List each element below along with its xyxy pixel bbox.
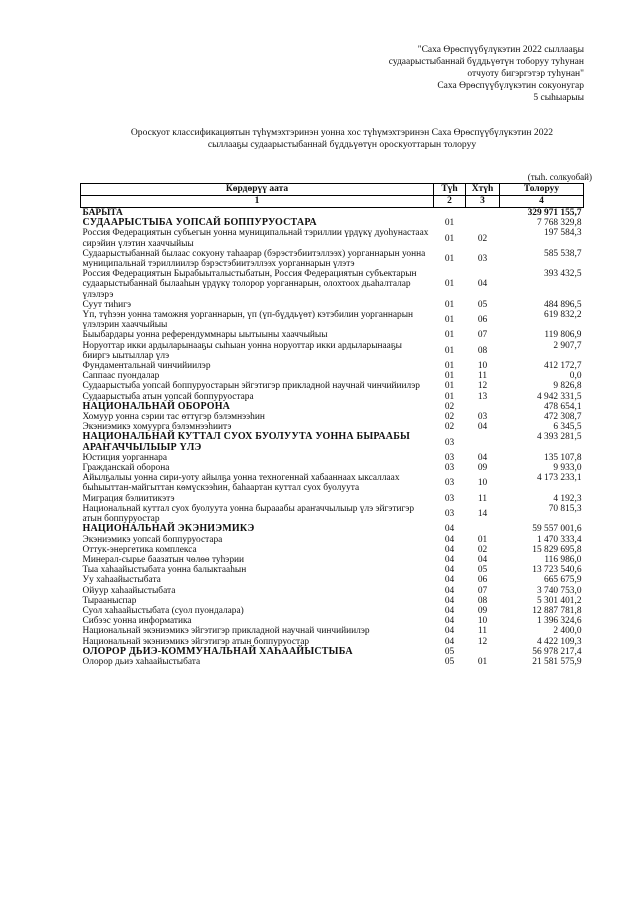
- row-subsection-code: 03: [477, 412, 488, 423]
- row-amount: 4 393 281,5: [536, 432, 582, 443]
- row-name: Хомуур уонна сэрии тас өттүгэр бэлэмнээһин: [82, 412, 265, 423]
- row-name: Судаарыстыба уопсай боппуруостарын эйгэтигэр прикладной научнай чинчийиилэр: [82, 381, 420, 392]
- row-amount: 197 584,3: [544, 228, 582, 239]
- row-subsection-code: 01: [477, 534, 488, 545]
- row-subsection-code: [466, 524, 500, 534]
- table-row: [81, 453, 584, 463]
- row-amount: 329 971 155,7: [527, 208, 582, 218]
- row-subsection-code: 14: [477, 508, 488, 519]
- row-section-code: 04: [444, 616, 455, 627]
- row-amount: 59 557 001,6: [532, 524, 582, 535]
- row-section-code: 03: [444, 452, 455, 463]
- column-number: 3: [466, 196, 500, 208]
- table-row: [81, 371, 584, 381]
- row-name: Быыбардары уонна референдуммнары ыытыыны хааччыйыы: [82, 330, 328, 341]
- row-section-code: 03: [444, 463, 455, 474]
- row-subsection-code: [466, 402, 500, 412]
- row-amount: 3 740 753,0: [536, 585, 582, 596]
- table-row: [81, 606, 584, 616]
- row-name: Миграция бэлиитикэтэ: [82, 493, 175, 504]
- row-subsection-code: 02: [477, 233, 488, 244]
- title-line: Ороскуот классификациятын түһүмэхтэринэн уонна хос түһүмэхтэринэн Саха Өрөспүүбүлүкэтин 2022: [130, 127, 554, 138]
- row-section-code: 04: [444, 636, 455, 647]
- table-row: [81, 463, 584, 473]
- row-name: Саппаас пуондалар: [82, 371, 160, 382]
- row-section-code: 01: [444, 233, 455, 244]
- row-subsection-code: 06: [477, 575, 488, 586]
- row-subsection-code: 08: [477, 595, 488, 606]
- table-row: [81, 310, 584, 330]
- table-row: [81, 228, 584, 248]
- row-name: Экэниэмикэ хомуурга бэлэмнээһиитэ: [82, 422, 232, 433]
- row-amount: 478 654,1: [544, 401, 582, 412]
- header-line: Саха Өрөспүүбүлүкэтин сокуонугар: [437, 81, 584, 91]
- row-section-code: 04: [444, 585, 455, 596]
- row-subsection-code: 05: [477, 299, 488, 310]
- row-subsection-code: 01: [477, 656, 488, 667]
- row-name: Сибээс уонна информатика: [82, 616, 192, 627]
- row-amount: 12 887 781,8: [532, 605, 582, 616]
- row-amount: 56 978 217,4: [532, 646, 582, 657]
- row-subsection-code: 11: [477, 493, 488, 504]
- table-row: [81, 647, 584, 657]
- row-subsection-code: 13: [477, 391, 488, 402]
- row-amount: 1 396 324,6: [536, 616, 582, 627]
- row-section-code: 04: [444, 626, 455, 637]
- row-subsection-code: 09: [477, 605, 488, 616]
- row-name: ОЛОРОР ДЬИЭ-КОММУНАЛЬНАЙ ХАҺААЙЫСТЫБА: [82, 645, 353, 657]
- row-name: Суут тиһигэ: [82, 299, 132, 310]
- row-name: Тыа хаһаайыстыбата уонна балыктааһын: [82, 565, 247, 576]
- table-row: [81, 626, 584, 636]
- row-subsection-code: 04: [477, 554, 488, 565]
- row-subsection-code: 10: [477, 616, 488, 627]
- row-amount: 9 933,0: [553, 463, 582, 474]
- title-line: сыллааҕы судаарыстыбаннай бүддьүөтүн ороскуоттарын толоруу: [207, 139, 477, 150]
- table-row: [81, 545, 584, 555]
- row-section-code: 04: [444, 524, 455, 535]
- row-subsection-code: 10: [477, 478, 488, 489]
- column-header-section: Түһ: [434, 184, 466, 196]
- row-amount: 5 301 401,2: [536, 595, 582, 606]
- column-number: 2: [434, 196, 466, 208]
- row-section-code: 01: [444, 218, 455, 229]
- row-amount: 9 826,8: [553, 381, 582, 392]
- row-section-code: 01: [444, 330, 455, 341]
- table-row: [81, 300, 584, 310]
- expenditure-table: [80, 183, 584, 667]
- row-section-code: 02: [444, 422, 455, 433]
- row-amount: 412 172,7: [544, 361, 582, 372]
- row-subsection-code: [466, 208, 500, 219]
- table-row: [81, 555, 584, 565]
- row-section-code: 03: [444, 478, 455, 489]
- row-amount: 665 675,9: [544, 575, 582, 586]
- row-amount: 2 400,0: [553, 626, 582, 637]
- row-name: Национальнай экэниэмикэ эйгэтигэр атын боппуруостар: [82, 636, 310, 647]
- row-name: Суол хаһаайыстыбата (суол пуондалара): [82, 605, 244, 616]
- row-name: Гражданскай оборона: [82, 463, 170, 474]
- table-row: [81, 361, 584, 371]
- document-header: [389, 44, 584, 104]
- row-section-code: 05: [444, 646, 455, 657]
- header-line: 5 сыһыарыы: [533, 93, 584, 103]
- table-row: [81, 218, 584, 228]
- row-section-code: 04: [444, 595, 455, 606]
- row-name: Национальнай экэниэмикэ эйгэтигэр прикладной научнай чинчийиилэр: [82, 626, 370, 637]
- header-line: судаарыстыбаннай бүддьүөтүн тоборуу туһунан: [388, 57, 584, 67]
- row-amount: 2 907,7: [553, 340, 582, 351]
- column-header-amount: Толоруу: [500, 184, 584, 196]
- row-section-code: 03: [444, 508, 455, 519]
- row-subsection-code: 04: [477, 279, 488, 290]
- row-section-code: 01: [444, 371, 455, 382]
- row-section-code: 01: [444, 381, 455, 392]
- row-subsection-code: 12: [477, 636, 488, 647]
- row-section-code: 04: [444, 565, 455, 576]
- row-section-code: 04: [444, 554, 455, 565]
- table-row: [81, 269, 584, 300]
- header-line: "Саха Өрөспүүбүлүкэтин 2022 сыллааҕы: [417, 45, 584, 55]
- row-name: Норуоттар икки ардыларынааҕы сыһыан уонна норуоттар икки ардыларынааҕы бииргэ ыытыллар үлэ: [82, 340, 402, 361]
- row-subsection-code: 11: [477, 626, 488, 637]
- row-name: НАЦИОНАЛЬНАЙ ЭКЭНИЭМИКЭ: [82, 523, 255, 535]
- row-name: СУДААРЫСТЫБА УОПСАЙ БОППУРУОСТАРА: [82, 217, 317, 229]
- row-name: Уу хаһаайыстыбата: [82, 575, 161, 586]
- row-amount: 4 942 331,5: [536, 391, 582, 402]
- row-section-code: 04: [444, 575, 455, 586]
- row-section-code: 05: [444, 656, 455, 667]
- row-subsection-code: [466, 432, 500, 452]
- row-amount: 4 422 109,3: [536, 636, 582, 647]
- row-subsection-code: [466, 647, 500, 657]
- table-row: [81, 504, 584, 524]
- row-name: Юстиция уорганнара: [82, 452, 167, 463]
- table-number-row: [81, 196, 584, 208]
- table-row: [81, 596, 584, 606]
- row-amount: 619 832,2: [544, 310, 582, 321]
- row-amount: 1 470 333,4: [536, 534, 582, 545]
- row-section-code: 02: [444, 412, 455, 423]
- table-row: [81, 249, 584, 269]
- row-name: Олорор дьиэ хаһаайыстыбата: [82, 656, 201, 667]
- row-amount: 484 896,5: [544, 299, 582, 310]
- row-amount: 119 806,9: [544, 330, 582, 341]
- row-subsection-code: 12: [477, 381, 488, 392]
- column-number: 1: [81, 196, 434, 208]
- row-name: Национальнай куттал суох буолуута уонна бырааабы араҥаччылыыр үлэ эйгэтигэр атын боппуруостар: [82, 503, 415, 525]
- table-row: [81, 341, 584, 361]
- row-name: Айылҕалыы уонна сири-уоту айылҕа уонна техногеннай хабааннаах ыксаллаах быһыыттан-майгыттан көмүскээһин, баһаартан куттал суох буолуута: [82, 473, 400, 494]
- row-subsection-code: 06: [477, 315, 488, 326]
- table-row: [81, 381, 584, 391]
- row-name: Россия Федерациятын Бырабыыталыстыбатын, Россия Федерациятын субъектарын судаарыстыбаннай былааһын үрдүкү толорор уорганнарын, олохтоох дьаһалталар үлэлэрэ: [82, 269, 417, 300]
- table-row: [81, 535, 584, 545]
- row-subsection-code: 05: [477, 565, 488, 576]
- row-section-code: 01: [444, 345, 455, 356]
- row-name: Россия Федерациятын субъегын уонна муниципальнай тэриллии үрдүкү дуоһунастаах сирэйин үлэтин хааччыйыы: [82, 228, 429, 249]
- row-section-code: [434, 208, 466, 219]
- row-section-code: 01: [444, 391, 455, 402]
- row-name: Тырааныспар: [82, 595, 137, 606]
- row-name: Ойуур хаһаайыстыбата: [82, 585, 176, 596]
- row-name: Оттук-энергетика комплекса: [82, 544, 197, 555]
- row-amount: 393 432,5: [544, 269, 582, 280]
- row-subsection-code: 07: [477, 330, 488, 341]
- row-amount: 21 581 575,9: [532, 656, 582, 667]
- row-section-code: 01: [444, 361, 455, 372]
- row-section-code: 01: [444, 279, 455, 290]
- row-subsection-code: 04: [477, 422, 488, 433]
- row-section-code: 03: [444, 437, 455, 448]
- column-header-name: Көрдөрүү аата: [81, 184, 434, 196]
- table-row: [81, 402, 584, 412]
- column-header-subsection: Хтүһ: [466, 184, 500, 196]
- row-name: Экэниэмикэ уопсай боппуруостара: [82, 534, 223, 545]
- table-row: [81, 432, 584, 452]
- row-name: НАЦИОНАЛЬНАЙ КУТТАЛ СУОХ БУОЛУУТА УОННА БЫРААБЫ АРАҤАЧЧЫЛЫЫР ҮЛЭ: [82, 431, 411, 453]
- table-body: [81, 208, 584, 668]
- row-name: Үп, түһээн уонна таможня уорганнарын, үп (үп-бүддьүөт) кэтэбилин уорганнарын үлэлэрин хааччыйыы: [82, 310, 414, 331]
- table-row: [81, 657, 584, 667]
- table-row: [81, 412, 584, 422]
- row-amount: 70 815,3: [548, 503, 582, 514]
- row-subsection-code: 11: [477, 371, 488, 382]
- row-section-code: 01: [444, 315, 455, 326]
- row-subsection-code: 03: [477, 253, 488, 264]
- row-name: Минерал-сырье баазатын чөлөө туһэрии: [82, 554, 245, 565]
- row-subsection-code: 10: [477, 361, 488, 372]
- row-subsection-code: 02: [477, 544, 488, 555]
- row-name: Судаарыстыбаннай былаас сокуону таһаарар (бэрэстэбиитэллээх) уорганнарын уонна муниципальнай тэриллиилэр бэрэстэбиитэллээх уорганнарын үлэтэ: [82, 248, 426, 270]
- row-name: БАРЫТА: [82, 208, 123, 218]
- header-line: отчуоту бигэргэтэр туһунан": [467, 69, 584, 79]
- row-section-code: 01: [444, 299, 455, 310]
- document-title: [92, 127, 592, 151]
- table-row: [81, 494, 584, 504]
- row-amount: 0,0: [569, 371, 582, 382]
- table-row: [81, 524, 584, 534]
- row-section-code: 04: [444, 544, 455, 555]
- row-amount: 585 538,7: [544, 248, 582, 259]
- row-section-code: 04: [444, 605, 455, 616]
- row-amount: 4 192,3: [553, 493, 582, 504]
- row-section-code: 01: [444, 253, 455, 264]
- table-row: [81, 330, 584, 340]
- row-subsection-code: [466, 218, 500, 228]
- table-row: [81, 616, 584, 626]
- row-amount: 116 986,0: [544, 554, 582, 565]
- row-amount: 7 768 329,8: [536, 218, 582, 229]
- table-row: [81, 575, 584, 585]
- row-section-code: 02: [444, 401, 455, 412]
- row-amount: 4 173 233,1: [536, 473, 582, 484]
- table-row: [81, 586, 584, 596]
- row-amount: 472 308,7: [544, 412, 582, 423]
- row-section-code: 03: [444, 493, 455, 504]
- table-header-row: [81, 184, 584, 196]
- row-amount: 15 829 695,8: [532, 544, 582, 555]
- row-subsection-code: 08: [477, 345, 488, 356]
- row-subsection-code: 04: [477, 452, 488, 463]
- row-amount: 6 345,5: [553, 422, 582, 433]
- row-name: Фундаментальнай чинчийиилэр: [82, 361, 211, 372]
- row-subsection-code: 09: [477, 463, 488, 474]
- table-row: [81, 565, 584, 575]
- units-label: (тыһ. солкуобай): [527, 172, 592, 182]
- row-name: Судаарыстыба атын уопсай боппуруостара: [82, 391, 254, 402]
- column-number: 4: [500, 196, 584, 208]
- row-amount: 135 107,8: [544, 452, 582, 463]
- row-name: НАЦИОНАЛЬНАЙ ОБОРОНА: [82, 400, 231, 412]
- row-section-code: 04: [444, 534, 455, 545]
- table-row: [81, 473, 584, 493]
- row-amount: 13 723 540,6: [532, 565, 582, 576]
- row-subsection-code: 07: [477, 585, 488, 596]
